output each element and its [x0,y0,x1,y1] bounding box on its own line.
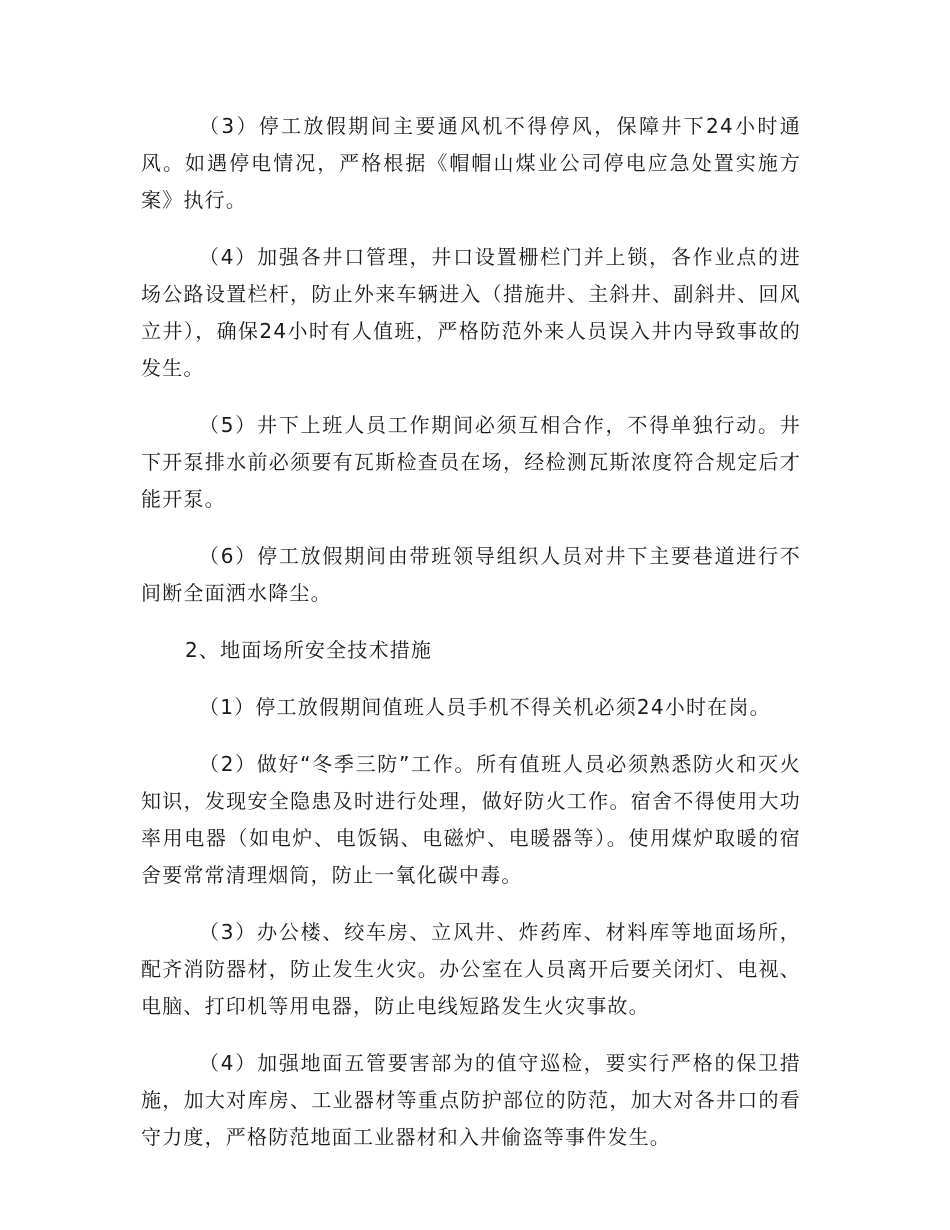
section-heading: 2、地面场所安全技术措施 [185,638,433,662]
paragraph-winter-prevention: （2）做好“冬季三防”工作。所有值班人员必须熟悉防火和灭火知识，发现安全隐患及时进行处理，做好防火工作。宿舍不得使用大功率用电器（如电炉、电饭锅、电磁炉、电暖器等）。使用煤炉取暖的宿舍要常常清理烟筒，防止一氧化碳中毒。 [141,752,801,887]
paragraph-ventilation: （3）停工放假期间主要通风机不得停风，保障井下24小时通风。如遇停电情况，严格根据《帽帽山煤业公司停电应急处置实施方案》执行。 [141,114,801,212]
paragraph-fire-equipment: （3）办公楼、绞车房、立风井、炸药库、材料库等地面场所，配齐消防器材，防止发生火灾。办公室在人员离开后要关闭灯、电视、电脑、打印机等用电器，防止电线短路发生火灾事故。 [141,920,801,1018]
document-body [141,108,801,1176]
paragraph-shaft-management: （4）加强各井口管理，井口设置栅栏门并上锁，各作业点的进场公路设置栏杆，防止外来车辆进入（措施井、主斜井、副斜井、回风立井），确保24小时有人值班，严格防范外来人员误入井内导致事故的发生。 [141,245,801,380]
paragraph-underground-work: （5）井下上班人员工作期间必须互相合作，不得单独行动。井下开泵排水前必须要有瓦斯检查员在场，经检测瓦斯浓度符合规定后才能开泵。 [141,413,801,511]
paragraph-security-patrol: （4）加强地面五管要害部为的值守巡检，要实行严格的保卫措施，加大对库房、工业器材等重点防护部位的防范，加大对各井口的看守力度，严格防范地面工业器材和入井偷盗等事件发生。 [141,1051,801,1149]
paragraph-dust-suppression: （6）停工放假期间由带班领导组织人员对井下主要巷道进行不间断全面洒水降尘。 [141,544,801,605]
paragraph-duty-phone: （1）停工放假期间值班人员手机不得关机必须24小时在岗。 [199,695,771,719]
